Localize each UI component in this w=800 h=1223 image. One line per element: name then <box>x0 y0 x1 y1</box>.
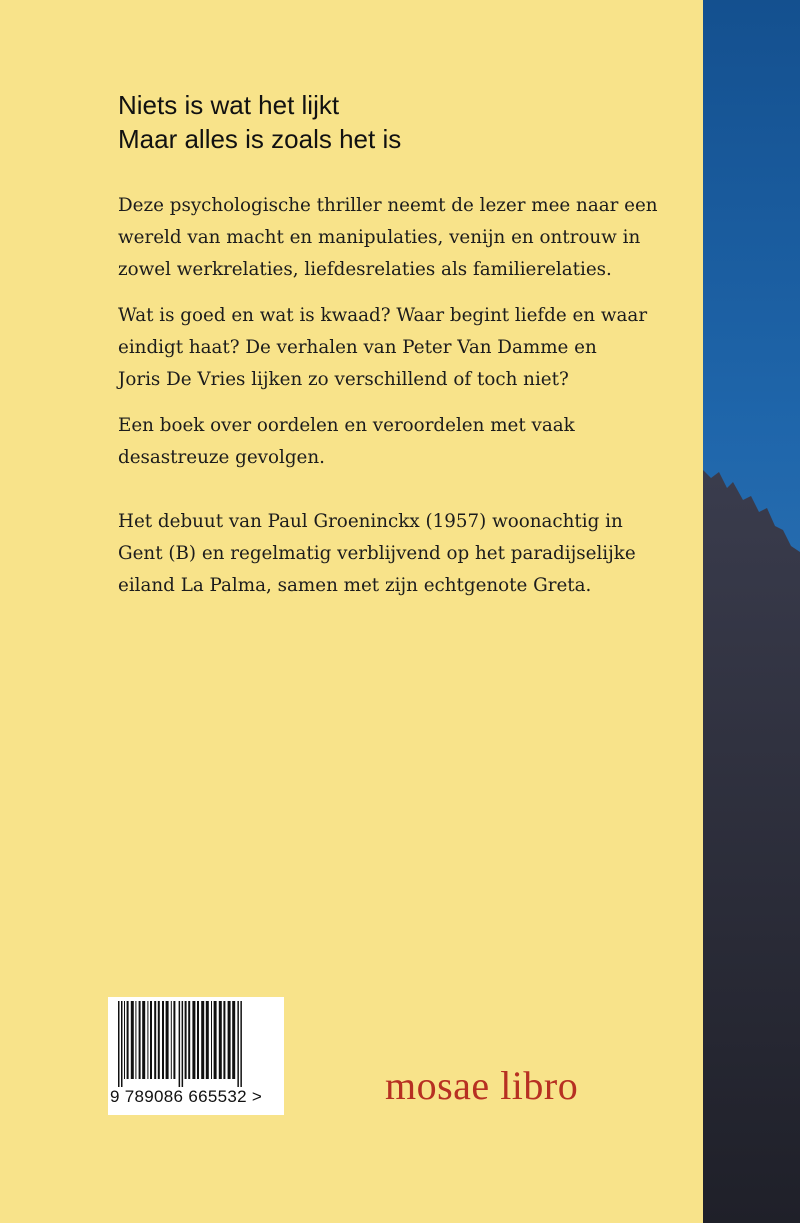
blurb-line: Deze psychologische thriller neemt de lezer mee naar een <box>118 195 658 216</box>
bio-line: eiland La Palma, samen met zijn echtgenote Greta. <box>118 575 592 596</box>
barcode-bar <box>131 1001 134 1079</box>
barcode-bar <box>219 1001 222 1079</box>
publisher-logo: mosae libro <box>385 1063 579 1108</box>
author-bio <box>118 506 688 602</box>
barcode-bar <box>166 1001 169 1079</box>
barcode-bar <box>211 1001 212 1079</box>
barcode-bar <box>237 1001 239 1087</box>
sky-mountain-image <box>703 0 800 1223</box>
barcode-bar <box>188 1001 190 1079</box>
blurb-line: zowel werkrelaties, liefdesrelaties als familierelaties. <box>118 259 612 280</box>
blurb-paragraph-3 <box>118 410 688 474</box>
barcode-bar <box>214 1001 217 1079</box>
barcode-bar <box>154 1001 156 1079</box>
barcode-bars <box>108 997 284 1089</box>
blurb-line: Een boek over oordelen en veroordelen met vaak <box>118 415 575 436</box>
front-cover-edge <box>703 0 800 1223</box>
barcode-bar <box>158 1001 160 1079</box>
barcode-bar <box>124 1001 125 1079</box>
tagline-line-2: Maar alles is zoals het is <box>118 124 402 154</box>
bio-line: Gent (B) en regelmatig verblijvend op het paradijselijke <box>118 543 636 564</box>
barcode-bar <box>228 1001 231 1079</box>
barcode-bar <box>206 1001 209 1079</box>
barcode-bar <box>127 1001 129 1079</box>
blurb-paragraph-1 <box>118 190 688 286</box>
barcode-bar <box>162 1001 164 1079</box>
barcode-bar <box>182 1001 184 1087</box>
barcode-bar <box>240 1001 242 1087</box>
barcode-bar <box>201 1001 204 1079</box>
blurb-line: desastreuze gevolgen. <box>118 447 325 468</box>
barcode-bar <box>135 1001 136 1079</box>
barcode-bar <box>147 1001 148 1079</box>
blurb-paragraph-2 <box>118 300 688 396</box>
barcode-bar <box>150 1001 152 1079</box>
blurb <box>118 190 688 488</box>
mountain-silhouette <box>703 470 800 1223</box>
barcode-bar <box>179 1001 181 1087</box>
barcode-bar <box>171 1001 172 1079</box>
blurb-line: eindigt haat? De verhalen van Peter Van Damme en <box>118 337 597 358</box>
blurb-line: Joris De Vries lijken zo verschillend of toch niet? <box>118 369 569 390</box>
tagline-line-1: Niets is wat het lijkt <box>118 90 340 120</box>
barcode-bar <box>232 1001 235 1079</box>
barcode-bar <box>142 1001 145 1079</box>
bio-line: Het debuut van Paul Groeninckx (1957) woonachtig in <box>118 511 623 532</box>
tagline <box>118 88 401 156</box>
blurb-line: Wat is goed en wat is kwaad? Waar begint liefde en waar <box>118 305 648 326</box>
barcode-bar <box>185 1001 187 1079</box>
blurb-line: wereld van macht en manipulaties, venijn en ontrouw in <box>118 227 641 248</box>
author-bio-paragraph <box>118 506 688 602</box>
isbn-barcode <box>108 997 284 1115</box>
barcode-bar <box>197 1001 199 1079</box>
barcode-bar <box>173 1001 175 1079</box>
isbn-digits: 9 789086 665532 > <box>110 1087 263 1106</box>
barcode-bar <box>223 1001 225 1079</box>
barcode-bar <box>118 1001 120 1087</box>
barcode-bar <box>192 1001 195 1079</box>
barcode-bar <box>121 1001 123 1087</box>
barcode-bar <box>139 1001 141 1079</box>
